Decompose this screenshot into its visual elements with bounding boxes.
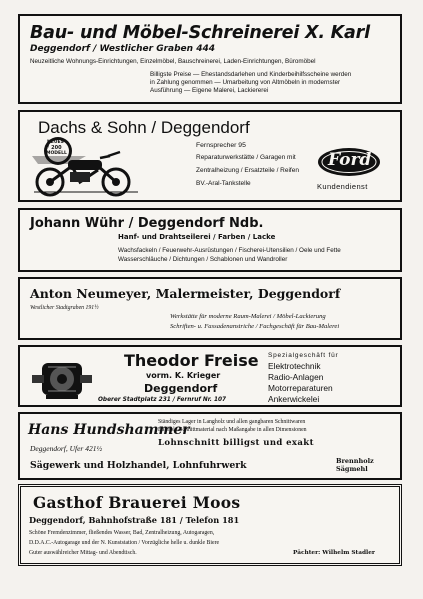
- ad2-line-1: Reparaturwerkstätte / Garagen mit: [196, 154, 296, 161]
- ad7-address: Deggendorf, Bahnhofstraße 181 / Telefon 181: [29, 515, 240, 525]
- ad6-line-2: Bauholz-Schnittmaterial nach Maßangabe in allen Dimensionen: [158, 427, 307, 433]
- ad6-line-4: Sägewerk und Holzhandel, Lohnfuhrwerk: [30, 460, 247, 471]
- ad1-services: Neuzeitliche Wohnungs-Einrichtungen, Einzelmöbel, Bauschreinerei, Laden-Einrichtungen, Büromöbel: [30, 58, 316, 65]
- ad5-title: Theodor Freise: [124, 351, 259, 370]
- ad2-badge-2: F 200: [46, 145, 62, 151]
- ad-anton-neumeyer: [18, 277, 402, 340]
- ad2-line-2: Zentralheizung / Ersatzteile / Reifen: [196, 167, 299, 174]
- ad2-line-3: BV.-Aral-Tankstelle: [196, 180, 251, 187]
- ad3-line-1: Wachsfackeln / Feuerwehr-Ausrüstungen / Fischerei-Utensilien / Oele und Fette: [118, 247, 341, 254]
- ad-hans-hundshammer: [18, 412, 402, 480]
- ad7-owner: Pächter: Wilhelm Stadler: [293, 550, 375, 556]
- ad1-offer-2: in Zahlung genommen — Umarbeitung von Altmöbeln in modernster: [150, 79, 341, 86]
- ad5-item-2: Radio-Anlagen: [268, 372, 324, 382]
- ad4-address: Westlicher Stadtgraben 191½: [30, 305, 99, 311]
- ad-dachs-sohn: [18, 110, 402, 202]
- ad5-specialty: Spezialgeschäft für: [268, 352, 339, 359]
- ad-gasthof-moos: [18, 484, 402, 566]
- ad7-title: Gasthof Brauerei Moos: [33, 493, 241, 512]
- ad2-badge-1: NEUES: [47, 140, 64, 145]
- ad2-title: Dachs & Sohn / Deggendorf: [38, 118, 250, 137]
- ad3-subtitle: Hanf- und Drahtseilerei / Farben / Lacke: [118, 233, 276, 241]
- ad5-item-3: Motorreparaturen: [268, 383, 333, 393]
- ad3-line-2: Wasserschläuche / Dichtungen / Schablonen und Wandroller: [118, 256, 288, 263]
- ad6-line-3: Lohnschnitt billigst und exakt: [158, 438, 314, 448]
- ad2-ford-service: Kundendienst: [317, 182, 368, 191]
- ad7-line-3: Guter auswählreicher Mittag- und Abendtisch.: [29, 550, 137, 556]
- ad5-address: Oberer Stadtplatz 231 / Fernruf Nr. 107: [98, 397, 227, 403]
- ad2-ford-logo-text: Ford: [328, 150, 372, 170]
- ad4-title: Anton Neumeyer, Malermeister, Deggendorf: [30, 286, 341, 301]
- ad3-title: Johann Wühr / Deggendorf Ndb.: [30, 216, 264, 231]
- ad-theodor-freise: [18, 345, 402, 407]
- ad-karl-schreinerei: [18, 14, 402, 104]
- ad2-phone: Fernsprecher 95: [196, 142, 246, 149]
- ad5-city: Deggendorf: [144, 382, 218, 395]
- ad5-item-1: Elektrotechnik: [268, 361, 321, 371]
- ad-johann-wuehr: [18, 208, 402, 272]
- ad1-offer-3: Ausführung — Eigene Malerei, Lackiererei: [150, 87, 269, 94]
- ad5-predecessor: vorm. K. Krieger: [146, 371, 221, 380]
- ad6-stack-1: Brennholz: [336, 457, 374, 465]
- ad5-item-4: Ankerwickelei: [268, 394, 320, 404]
- ad4-line-1: Werkstätte für moderne Raum-Malerei / Möbel-Lackierung: [170, 313, 326, 320]
- ad1-offer-1: Billigste Preise — Ehestandsdarlehen und Kinderbeihilfsscheine werden: [150, 71, 352, 78]
- ad6-line-1: Ständiges Lager in Langholz und allen gangbaren Schnittwaren: [158, 419, 306, 425]
- ad1-address: Deggendorf / Westlicher Graben 444: [30, 44, 215, 54]
- ad4-line-2: Schriften- u. Fassadenanstriche / Fachgeschäft für Bau-Malerei: [170, 323, 340, 330]
- ad6-address: Deggendorf, Ufer 421½: [30, 444, 103, 453]
- ad2-badge-3: MODELL: [46, 151, 67, 156]
- ad6-stack-2: Sägmehl: [336, 465, 368, 473]
- ad6-name: Hans Hundshammer: [28, 422, 190, 438]
- electric-motor-illustration: [28, 357, 96, 401]
- ad7-line-1: Schöne Fremdenzimmer, fließendes Wasser, Bad, Zentralheizung, Autogaragen,: [29, 530, 215, 536]
- ad7-line-2: D.D.A.C.-Autogarage und der N. Kunststation / Vorzügliche helle u. dunkle Biere: [29, 540, 220, 546]
- ad1-title: Bau- und Möbel-Schreinerei X. Karl: [30, 23, 370, 43]
